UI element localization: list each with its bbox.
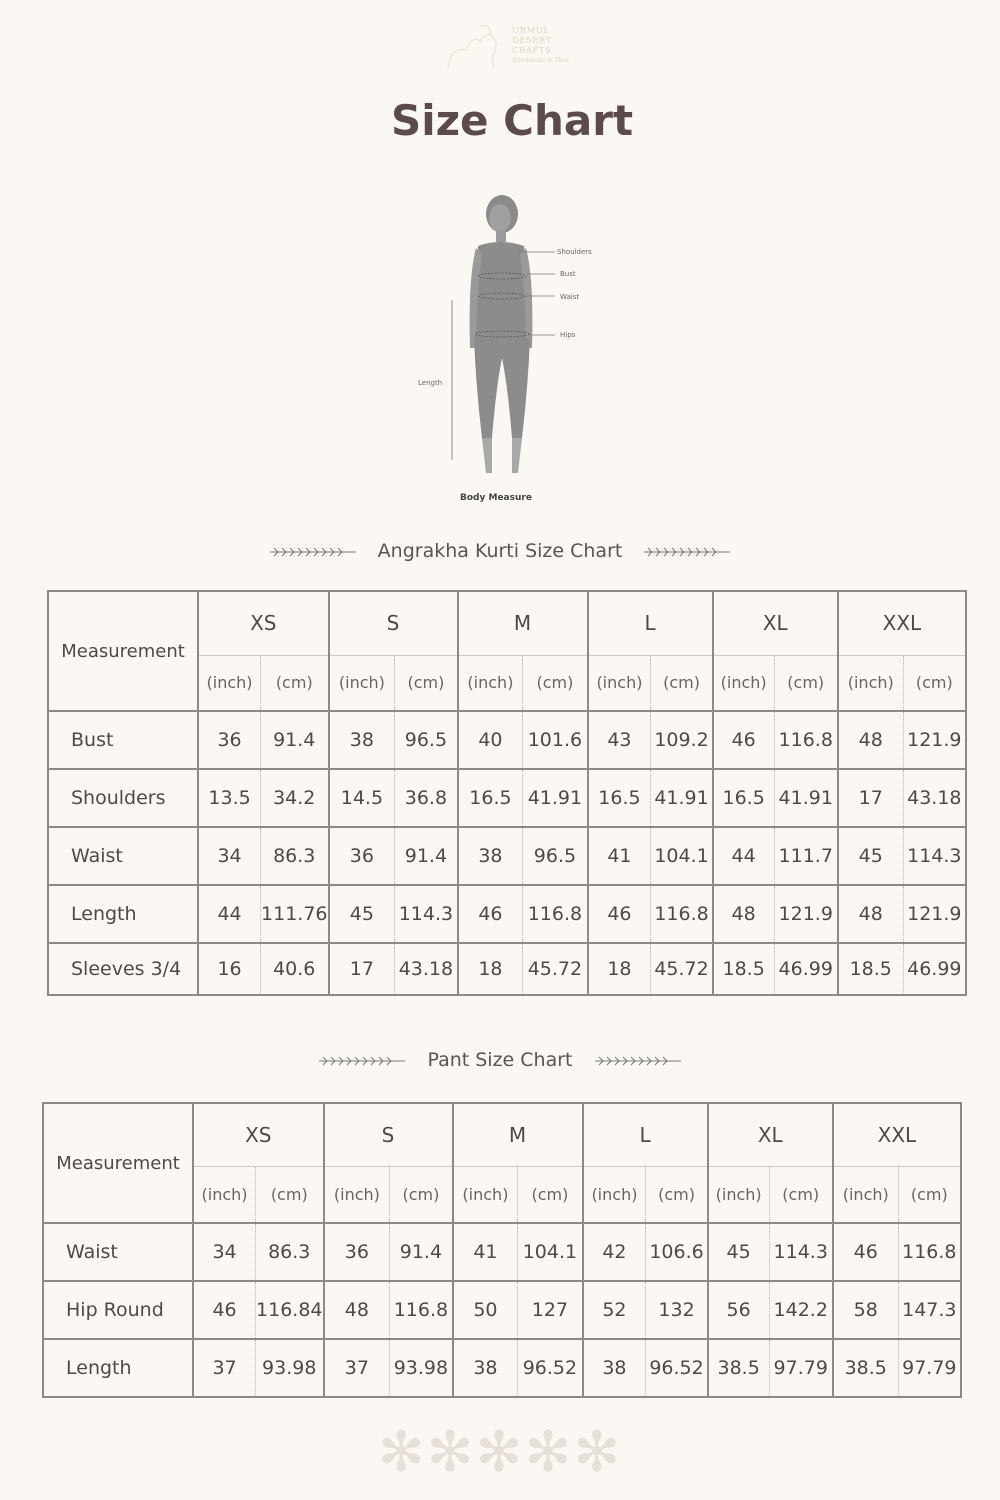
value-cm: 46.99	[903, 943, 966, 995]
unit-inch: (inch)	[838, 655, 903, 711]
value-cm: 101.6	[523, 711, 588, 769]
row-label: Hip Round	[43, 1281, 193, 1339]
value-cm: 93.98	[390, 1339, 453, 1397]
measurement-header: Measurement	[61, 640, 185, 662]
table-row	[48, 885, 966, 943]
row-label: Length	[48, 885, 198, 943]
value-inch: 13.5	[198, 769, 260, 827]
value-inch: 44	[713, 827, 774, 885]
value-inch: 34	[193, 1223, 255, 1281]
value-cm: 93.98	[256, 1339, 324, 1397]
value-inch: 16.5	[713, 769, 774, 827]
value-cm: 34.2	[261, 769, 329, 827]
value-cm: 86.3	[261, 827, 329, 885]
page-title: Size Chart	[390, 96, 634, 145]
size-header-row	[43, 1103, 961, 1166]
unit-inch: (inch)	[458, 655, 523, 711]
label-bust: Bust	[560, 270, 576, 278]
pant-section-title	[0, 1049, 1000, 1071]
value-inch: 17	[329, 943, 395, 995]
unit-cm: (cm)	[390, 1166, 453, 1223]
value-inch: 48	[838, 885, 903, 943]
value-cm: 116.8	[390, 1281, 453, 1339]
value-inch: 41	[453, 1223, 518, 1281]
value-cm: 86.3	[256, 1223, 324, 1281]
kurti-section-title	[0, 540, 1000, 562]
logo-line: CRAFTS	[512, 46, 552, 56]
value-inch: 45	[838, 827, 903, 885]
value-cm: 142.2	[769, 1281, 833, 1339]
value-inch: 43	[588, 711, 651, 769]
table-row	[48, 943, 966, 995]
value-inch: 46	[713, 711, 774, 769]
unit-cm: (cm)	[523, 655, 588, 711]
unit-inch: (inch)	[713, 655, 774, 711]
value-inch: 46	[458, 885, 523, 943]
figure-caption: Body Measure	[460, 493, 532, 503]
value-inch: 40	[458, 711, 523, 769]
value-cm: 96.52	[518, 1339, 583, 1397]
body-silhouette-icon	[410, 188, 610, 488]
logo-line: DESERT	[512, 36, 552, 46]
value-cm: 43.18	[395, 943, 458, 995]
value-inch: 48	[838, 711, 903, 769]
unit-inch: (inch)	[329, 655, 395, 711]
row-label: Length	[43, 1339, 193, 1397]
value-inch: 44	[198, 885, 260, 943]
value-inch: 16.5	[588, 769, 651, 827]
value-inch: 37	[193, 1339, 255, 1397]
kurti-title: Angrakha Kurti Size Chart	[377, 540, 623, 562]
label-waist: Waist	[560, 293, 580, 301]
size-header: M	[458, 591, 588, 655]
value-cm: 147.3	[898, 1281, 961, 1339]
value-cm: 43.18	[903, 769, 966, 827]
value-cm: 36.8	[395, 769, 458, 827]
value-inch: 48	[713, 885, 774, 943]
unit-cm: (cm)	[646, 1166, 708, 1223]
value-inch: 45	[708, 1223, 769, 1281]
value-inch: 46	[833, 1223, 898, 1281]
size-header: XS	[193, 1103, 323, 1166]
value-cm: 41.91	[651, 769, 713, 827]
logo-tagline: Handmade in Thar	[512, 57, 570, 64]
arrow-ornament-icon	[317, 1054, 407, 1068]
unit-inch: (inch)	[708, 1166, 769, 1223]
unit-cm: (cm)	[769, 1166, 833, 1223]
size-header: XL	[708, 1103, 833, 1166]
value-cm: 111.7	[774, 827, 838, 885]
table-row	[43, 1281, 961, 1339]
unit-inch: (inch)	[588, 655, 651, 711]
body-measure-figure	[410, 188, 610, 518]
value-inch: 38.5	[833, 1339, 898, 1397]
value-cm: 109.2	[651, 711, 713, 769]
unit-inch: (inch)	[833, 1166, 898, 1223]
value-inch: 46	[193, 1281, 255, 1339]
size-header: XXL	[838, 591, 966, 655]
value-cm: 91.4	[390, 1223, 453, 1281]
value-cm: 121.9	[774, 885, 838, 943]
size-header: S	[324, 1103, 453, 1166]
unit-cm: (cm)	[898, 1166, 961, 1223]
unit-inch: (inch)	[198, 655, 260, 711]
value-inch: 41	[588, 827, 651, 885]
value-inch: 38	[329, 711, 395, 769]
value-cm: 127	[518, 1281, 583, 1339]
value-cm: 116.8	[651, 885, 713, 943]
value-cm: 116.8	[523, 885, 588, 943]
label-hips: Hips	[560, 331, 576, 339]
value-cm: 97.79	[898, 1339, 961, 1397]
value-inch: 34	[198, 827, 260, 885]
value-cm: 96.5	[395, 711, 458, 769]
row-label: Waist	[43, 1223, 193, 1281]
pant-title: Pant Size Chart	[427, 1049, 573, 1071]
table-row	[48, 769, 966, 827]
size-header: M	[453, 1103, 583, 1166]
value-inch: 38	[453, 1339, 518, 1397]
logo-line: URMUL	[512, 26, 550, 36]
value-cm: 91.4	[395, 827, 458, 885]
row-label: Sleeves 3/4	[48, 943, 198, 995]
value-cm: 91.4	[261, 711, 329, 769]
value-inch: 18.5	[713, 943, 774, 995]
value-cm: 121.9	[903, 885, 966, 943]
unit-cm: (cm)	[651, 655, 713, 711]
pant-size-table	[42, 1102, 962, 1398]
value-inch: 18	[588, 943, 651, 995]
table-row	[48, 827, 966, 885]
brand-logo	[440, 18, 580, 76]
value-inch: 18.5	[838, 943, 903, 995]
value-inch: 56	[708, 1281, 769, 1339]
value-inch: 38	[458, 827, 523, 885]
value-cm: 116.84	[256, 1281, 324, 1339]
value-inch: 18	[458, 943, 523, 995]
value-cm: 104.1	[651, 827, 713, 885]
arrow-ornament-icon	[642, 545, 732, 559]
unit-inch: (inch)	[453, 1166, 518, 1223]
value-inch: 58	[833, 1281, 898, 1339]
unit-cm: (cm)	[261, 655, 329, 711]
value-cm: 41.91	[774, 769, 838, 827]
value-cm: 46.99	[774, 943, 838, 995]
value-cm: 45.72	[523, 943, 588, 995]
value-cm: 114.3	[395, 885, 458, 943]
value-inch: 50	[453, 1281, 518, 1339]
value-cm: 114.3	[903, 827, 966, 885]
unit-inch: (inch)	[324, 1166, 390, 1223]
value-cm: 104.1	[518, 1223, 583, 1281]
table-row	[48, 711, 966, 769]
label-shoulders: Shoulders	[557, 248, 592, 256]
row-label: Shoulders	[48, 769, 198, 827]
value-inch: 48	[324, 1281, 390, 1339]
value-inch: 14.5	[329, 769, 395, 827]
value-inch: 46	[588, 885, 651, 943]
value-cm: 41.91	[523, 769, 588, 827]
size-header: XXL	[833, 1103, 961, 1166]
size-header: L	[588, 591, 713, 655]
kurti-size-table	[47, 590, 967, 996]
label-length: Length	[418, 379, 443, 387]
size-header: XL	[713, 591, 838, 655]
value-cm: 97.79	[769, 1339, 833, 1397]
unit-cm: (cm)	[903, 655, 966, 711]
value-cm: 116.8	[774, 711, 838, 769]
value-inch: 16	[198, 943, 260, 995]
table-row	[43, 1339, 961, 1397]
row-label: Bust	[48, 711, 198, 769]
value-cm: 132	[646, 1281, 708, 1339]
size-header: S	[329, 591, 458, 655]
size-header: L	[583, 1103, 708, 1166]
value-inch: 36	[198, 711, 260, 769]
value-inch: 38	[583, 1339, 646, 1397]
unit-inch: (inch)	[193, 1166, 255, 1223]
value-inch: 16.5	[458, 769, 523, 827]
row-label: Waist	[48, 827, 198, 885]
arrow-ornament-icon	[268, 545, 358, 559]
value-inch: 36	[329, 827, 395, 885]
unit-cm: (cm)	[518, 1166, 583, 1223]
value-inch: 17	[838, 769, 903, 827]
value-cm: 111.76	[261, 885, 329, 943]
value-cm: 45.72	[651, 943, 713, 995]
value-cm: 96.52	[646, 1339, 708, 1397]
unit-cm: (cm)	[256, 1166, 324, 1223]
footer-stars-ornament: ✻✻✻✻✻	[377, 1420, 623, 1485]
unit-cm: (cm)	[774, 655, 838, 711]
unit-inch: (inch)	[583, 1166, 646, 1223]
value-inch: 36	[324, 1223, 390, 1281]
value-cm: 121.9	[903, 711, 966, 769]
value-cm: 40.6	[261, 943, 329, 995]
table-row	[43, 1223, 961, 1281]
value-cm: 114.3	[769, 1223, 833, 1281]
size-header-row	[48, 591, 966, 655]
size-header: XS	[198, 591, 328, 655]
value-inch: 45	[329, 885, 395, 943]
unit-cm: (cm)	[395, 655, 458, 711]
value-inch: 52	[583, 1281, 646, 1339]
value-cm: 106.6	[646, 1223, 708, 1281]
value-cm: 116.8	[898, 1223, 961, 1281]
measurement-header: Measurement	[56, 1152, 180, 1174]
value-inch: 37	[324, 1339, 390, 1397]
value-inch: 38.5	[708, 1339, 769, 1397]
camel-logo-icon	[440, 22, 510, 72]
value-inch: 42	[583, 1223, 646, 1281]
arrow-ornament-icon	[593, 1054, 683, 1068]
value-cm: 96.5	[523, 827, 588, 885]
